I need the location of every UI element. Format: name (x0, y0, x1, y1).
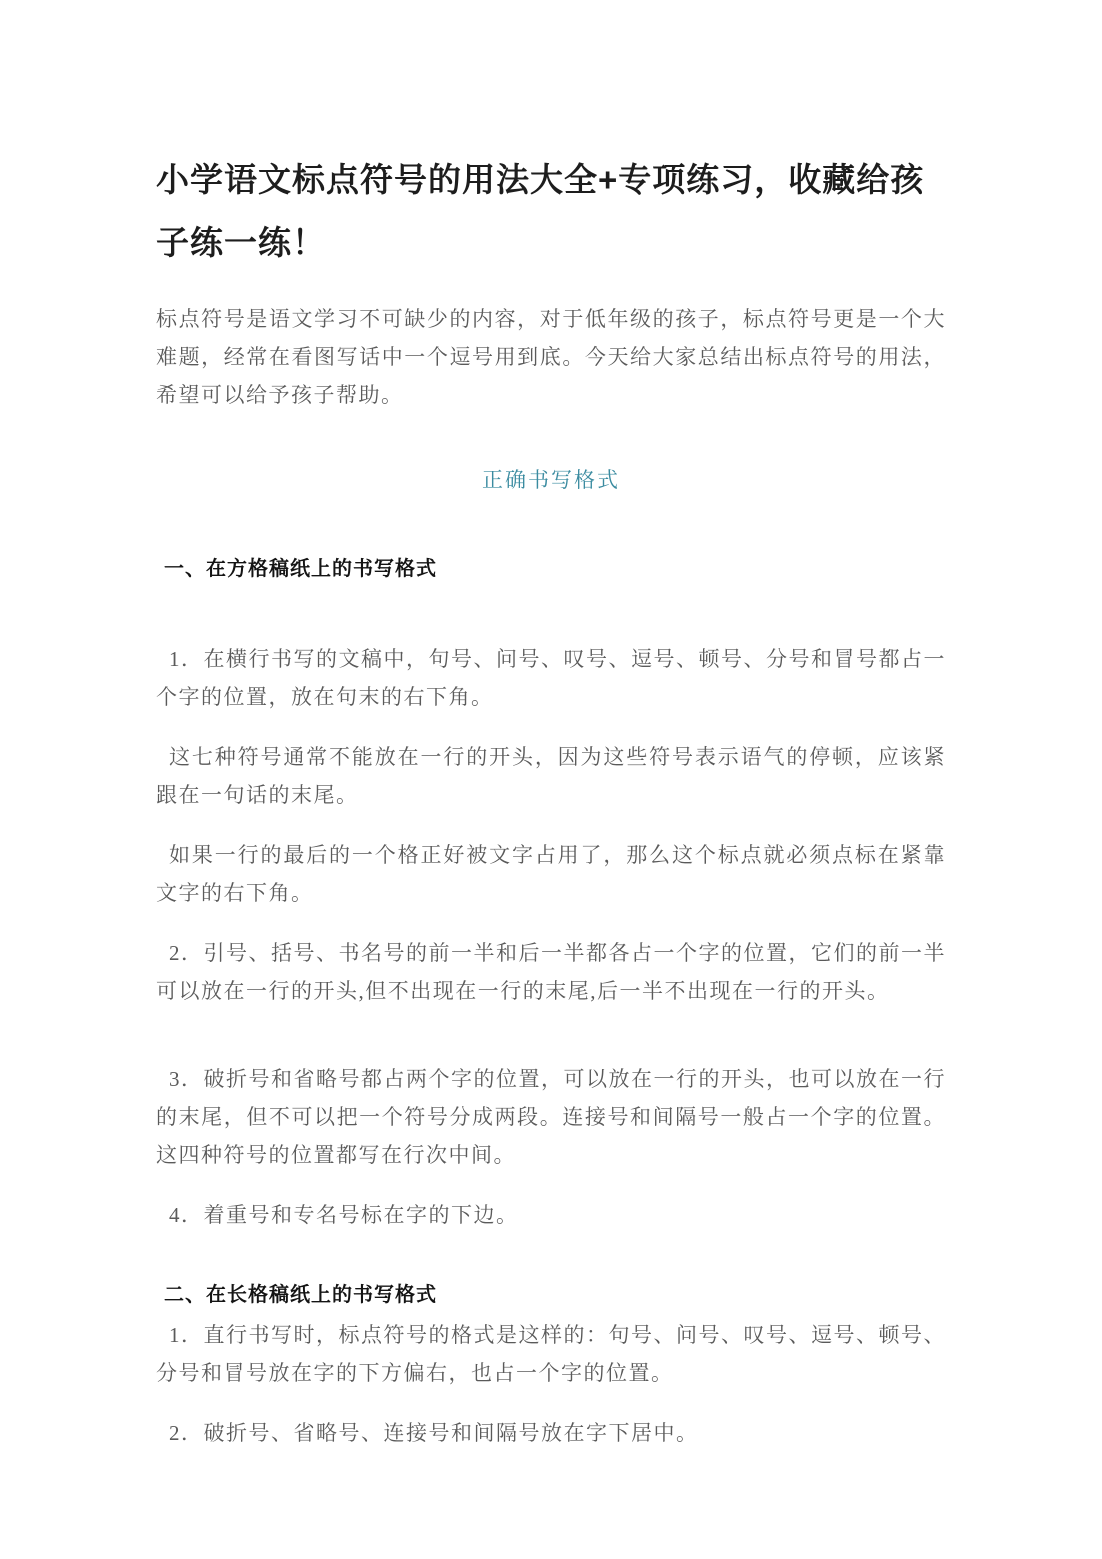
center-link-row (156, 464, 946, 494)
section-heading-long-grid: 二、在长格稿纸上的书写格式 (164, 1284, 437, 1306)
format-section-link[interactable]: 正确书写格式 (482, 468, 620, 492)
body-paragraph: 2．引号、括号、书名号的前一半和后一半都各占一个字的位置，它们的前一半可以放在一行的开头,但不出现在一行的末尾,后一半不出现在一行的开头。 (156, 941, 946, 1003)
body-paragraph: 1．直行书写时，标点符号的格式是这样的：句号、问号、叹号、逗号、顿号、分号和冒号放在字的下方偏右，也占一个字的位置。 (156, 1323, 946, 1385)
body-paragraph: 这七种符号通常不能放在一行的开头，因为这些符号表示语气的停顿，应该紧跟在一句话的末尾。 (156, 745, 946, 807)
page-title: 小学语文标点符号的用法大全+专项练习，收藏给孩子练一练！ (156, 161, 925, 261)
body-paragraph: 如果一行的最后的一个格正好被文字占用了，那么这个标点就必须点标在紧靠文字的右下角。 (156, 843, 946, 905)
section-heading-square-grid: 一、在方格稿纸上的书写格式 (164, 558, 437, 580)
body-paragraph: 4．着重号和专名号标在字的下边。 (169, 1203, 519, 1227)
intro-paragraph: 标点符号是语文学习不可缺少的内容，对于低年级的孩子，标点符号更是一个大难题，经常在看图写话中一个逗号用到底。今天给大家总结出标点符号的用法，希望可以给予孩子帮助。 (156, 307, 946, 407)
body-paragraph: 1．在横行书写的文稿中，句号、问号、叹号、逗号、顿号、分号和冒号都占一个字的位置，放在句末的右下角。 (156, 647, 946, 709)
body-paragraph: 3．破折号和省略号都占两个字的位置，可以放在一行的开头，也可以放在一行的末尾，但不可以把一个符号分成两段。连接号和间隔号一般占一个字的位置。这四种符号的位置都写在行次中间。 (156, 1067, 946, 1167)
body-paragraph: 2．破折号、省略号、连接号和间隔号放在字下居中。 (169, 1421, 699, 1445)
